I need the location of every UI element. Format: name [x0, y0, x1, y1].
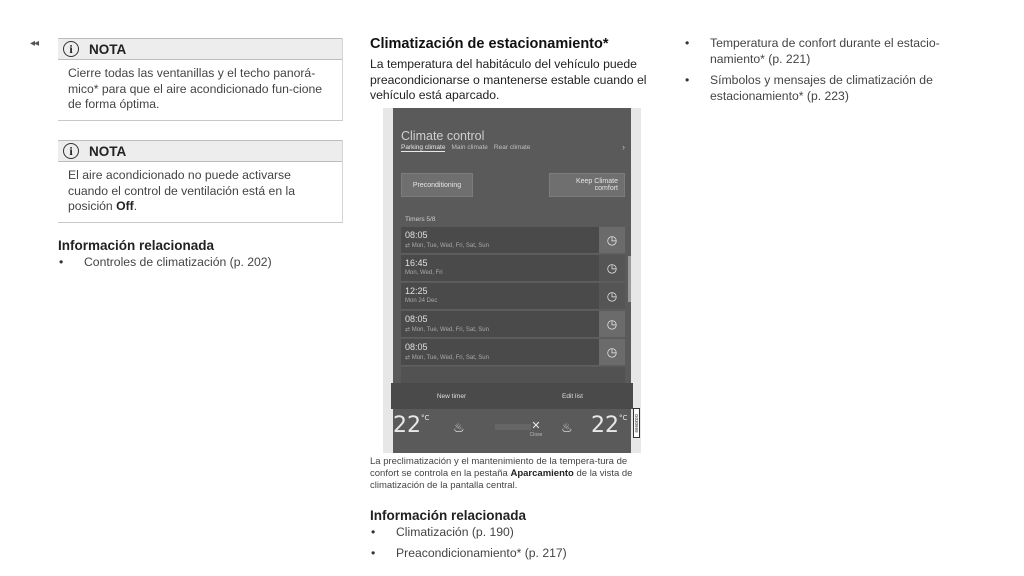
seat-heat-right-icon[interactable]: ♨	[561, 421, 573, 436]
continuation-marker: ◂◂	[30, 38, 39, 49]
preconditioning-button[interactable]: Preconditioning	[401, 173, 473, 197]
note-body	[58, 162, 342, 222]
left-temperature-value: 22	[393, 413, 421, 438]
note-box-1	[58, 38, 343, 121]
note-text-bold: Off	[116, 199, 134, 213]
chevron-right-icon[interactable]: ›	[622, 142, 625, 152]
edit-list-button[interactable]: Edit list	[562, 392, 583, 400]
timer-clock-icon[interactable]: ◷	[599, 339, 625, 365]
timer-row-partial	[401, 367, 625, 384]
info-icon: i	[63, 41, 79, 57]
timer-clock-icon[interactable]: ◷	[599, 227, 625, 253]
seat-heat-left-icon[interactable]: ♨	[453, 421, 465, 436]
timer-clock-icon[interactable]: ◷	[599, 255, 625, 281]
close-label: Close	[529, 432, 543, 438]
right-temperature-value: 22	[591, 413, 619, 438]
info-icon: i	[63, 143, 79, 159]
close-control[interactable]	[523, 419, 549, 438]
caption-text: La preclimatización y el mantenimiento de la tempera-tura de confort se controla en la pestaña	[370, 456, 628, 479]
image-caption	[370, 456, 658, 492]
related-link[interactable]: • Temperatura de confort durante el estacio-namiento* (p. 221)	[684, 36, 984, 67]
timers-label: Timers 5/8	[405, 216, 436, 223]
timer-days: ⇄ Mon, Tue, Wed, Fri, Sat, Sun	[405, 355, 489, 361]
timer-time: 16:45	[405, 258, 428, 268]
note-text: El aire acondicionado no puede activarse cuando el control de ventilación está en la posición	[68, 168, 295, 213]
note-title: NOTA	[89, 143, 127, 159]
climate-screen-image	[383, 108, 641, 453]
left-related-section	[58, 238, 342, 271]
note-text: .	[133, 199, 138, 213]
caption-text: de la vista de climatización de la pantalla central.	[370, 468, 633, 491]
note-title: NOTA	[89, 41, 127, 57]
new-timer-button[interactable]: New timer	[436, 392, 467, 400]
left-temperature[interactable]	[393, 415, 429, 437]
timer-time: 12:25	[405, 286, 428, 296]
right-related-list	[684, 36, 984, 104]
note-text: Cierre todas las ventanillas y el techo panorá-mico* para que el aire acondicionado fun-cione de forma óptima.	[68, 66, 323, 111]
note-header	[58, 38, 342, 60]
timer-days: Mon 24 Dec	[405, 298, 438, 304]
related-link[interactable]: • Controles de climatización (p. 202)	[58, 255, 342, 271]
related-link[interactable]: • Preacondicionamiento* (p. 217)	[370, 546, 660, 562]
timer-time: 08:05	[405, 314, 428, 324]
note-box-2	[58, 140, 343, 223]
caption-bold: Aparcamiento	[510, 468, 574, 479]
section-intro: La temperatura del habitáculo del vehículo puede preacondicionarse o mantenerse estable cuando el vehículo está aparcado.	[370, 57, 647, 102]
related-link[interactable]: • Símbolos y mensajes de climatización de estacionamiento* (p. 223)	[684, 73, 984, 104]
left-temperature-unit: °C	[421, 414, 430, 422]
section-title: Climatización de estacionamiento*	[370, 36, 609, 52]
timer-time: 08:05	[405, 342, 428, 352]
related-list	[370, 525, 660, 561]
screen-title: Climate control	[401, 129, 485, 143]
timer-days: Mon, Wed, Fri	[405, 270, 443, 276]
keep-climate-comfort-button[interactable]: Keep Climate comfort	[549, 173, 625, 197]
timer-action-bar	[391, 383, 633, 409]
note-header	[58, 140, 342, 162]
note-body	[58, 60, 342, 120]
right-temperature[interactable]	[591, 415, 627, 437]
related-heading: Información relacionada	[58, 238, 215, 253]
timer-row[interactable]	[401, 283, 625, 310]
timer-row[interactable]	[401, 255, 625, 282]
related-heading: Información relacionada	[370, 508, 527, 523]
related-list	[58, 255, 342, 271]
right-temperature-unit: °C	[619, 414, 628, 422]
timer-row[interactable]	[401, 227, 625, 254]
timer-clock-icon[interactable]: ◷	[599, 283, 625, 309]
tab-rear-climate[interactable]: Rear climate	[493, 144, 531, 151]
timer-days: ⇄ Mon, Tue, Wed, Fri, Sat, Sun	[405, 327, 489, 333]
tab-parking-climate[interactable]: Parking climate	[401, 144, 446, 151]
related-link[interactable]: • Climatización (p. 190)	[370, 525, 660, 541]
screen-tabs	[401, 144, 530, 152]
timer-time: 08:05	[405, 230, 428, 240]
close-icon: ✕	[531, 420, 541, 432]
middle-related-section	[370, 508, 660, 561]
timers-scrollbar[interactable]	[628, 256, 631, 302]
image-code: G030999	[633, 408, 640, 438]
timer-days: ⇄ Mon, Tue, Wed, Fri, Sat, Sun	[405, 243, 489, 249]
timer-clock-icon[interactable]: ◷	[599, 311, 625, 337]
timer-row[interactable]	[401, 311, 625, 338]
timer-row[interactable]	[401, 339, 625, 366]
tab-main-climate[interactable]: Main climate	[451, 144, 488, 151]
